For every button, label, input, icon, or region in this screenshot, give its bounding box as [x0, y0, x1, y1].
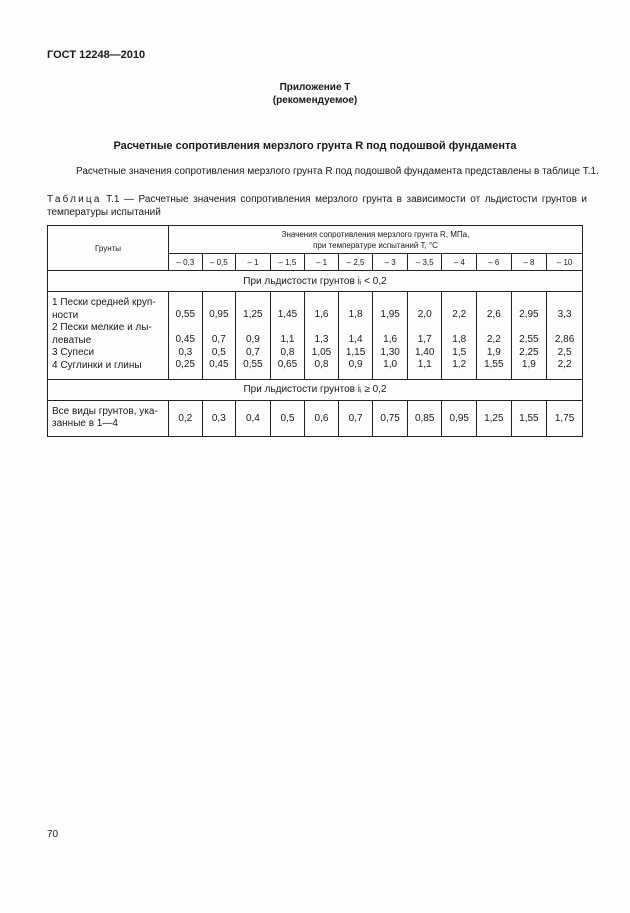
value-column-cell — [477, 292, 512, 380]
value-cell: 1,25 — [243, 309, 263, 320]
value-cell: 1,8 — [452, 334, 467, 346]
value-cell: 1,40 — [414, 346, 435, 358]
resistance-table — [47, 225, 583, 437]
value-column-cell — [270, 292, 305, 380]
value-column-cell — [511, 292, 547, 380]
table-caption — [47, 194, 587, 219]
value-cell: 0,45 — [209, 359, 229, 371]
value-cell: 0,9 — [348, 359, 363, 371]
value-spacer — [477, 322, 511, 335]
value-cell: 0,7 — [245, 346, 260, 358]
values-header-line1: Значения сопротивления мерзлого грунта R, МПа, — [281, 229, 470, 239]
value-column-cell — [305, 292, 339, 380]
value-cell: 2,6 — [486, 309, 501, 320]
temperature-header-cell: – 1 — [236, 254, 271, 271]
section2-row-label — [48, 400, 169, 436]
value-cell: 0,7 — [211, 334, 226, 346]
value-column-cell — [407, 292, 442, 380]
value-cell: 0,25 — [175, 359, 196, 371]
value-cell: 0,2 — [169, 400, 203, 436]
temperature-header-cell: – 1 — [305, 254, 339, 271]
value-cell: 0,55 — [243, 359, 263, 371]
value-cell: 1,55 — [484, 359, 504, 371]
value-cell: 1,75 — [547, 400, 583, 436]
value-cell: 1,8 — [348, 309, 363, 320]
value-cell: 0,95 — [209, 309, 229, 320]
appendix-subtitle: (рекомендуемое) — [272, 95, 358, 106]
value-cell: 0,8 — [280, 346, 295, 358]
row-label-line: 2 Пески мелкие и лы- — [52, 322, 152, 334]
value-cell: 0,7 — [338, 400, 373, 436]
value-cell: 0,5 — [270, 400, 305, 436]
temperature-header-cell: – 0,3 — [169, 254, 203, 271]
value-cell: 0,9 — [245, 334, 260, 346]
soil-column-header: Грунты — [48, 226, 169, 271]
value-spacer — [169, 322, 202, 335]
value-column-cell — [442, 292, 477, 380]
temperature-header-cell: – 2,5 — [338, 254, 373, 271]
value-spacer — [236, 322, 270, 335]
value-cell: 1,9 — [486, 346, 501, 358]
page-number: 70 — [47, 829, 59, 840]
section1-title: При льдистости грунтов iᵢ < 0,2 — [48, 271, 583, 292]
value-cell: 1,95 — [380, 309, 400, 320]
value-cell: 0,5 — [211, 346, 226, 358]
value-cell: 2,0 — [417, 309, 432, 320]
value-cell: 2,55 — [519, 334, 539, 346]
value-cell: 1,0 — [383, 359, 398, 371]
row-label-line: 3 Супеси — [52, 347, 95, 359]
temperature-header-cell: – 8 — [511, 254, 547, 271]
table-caption-text: Т.1 — Расчетные значения сопротивления мерзлого грунта в зависимости от льдистости грунтов и температуры испытаний — [47, 194, 587, 218]
value-column-cell — [169, 292, 203, 380]
section2-title: При льдистости грунтов iᵢ ≥ 0,2 — [48, 379, 583, 400]
value-spacer — [203, 322, 236, 335]
section1-data-row — [48, 292, 583, 380]
values-header-line2: при температуре испытаний T, °С — [313, 240, 438, 250]
value-spacer — [512, 322, 547, 335]
value-cell: 0,3 — [202, 400, 236, 436]
section2-data-row — [48, 400, 583, 436]
value-cell: 0,45 — [175, 334, 196, 346]
value-cell: 2,2 — [486, 334, 501, 346]
value-cell: 2,86 — [554, 334, 575, 346]
value-spacer — [339, 322, 373, 335]
value-cell: 2,2 — [452, 309, 467, 320]
row-label-line: ности — [52, 309, 79, 321]
table-caption-label: Таблица — [47, 194, 102, 205]
value-cell: 0,3 — [178, 346, 193, 358]
value-cell: 1,1 — [417, 359, 432, 371]
value-cell: 1,9 — [521, 359, 536, 371]
value-cell: 1,6 — [383, 334, 398, 346]
row-label-line: Все виды грунтов, ука- — [52, 405, 158, 417]
row-label-line: леватые — [52, 334, 92, 346]
value-cell: 1,1 — [280, 334, 295, 346]
row-label-line: 1 Пески средней круп- — [52, 297, 156, 308]
temperature-header-cell: – 0,5 — [202, 254, 236, 271]
value-spacer — [373, 322, 407, 335]
value-cell: 1,6 — [314, 309, 329, 320]
temperature-header-cell: – 3 — [373, 254, 408, 271]
value-cell: 0,75 — [373, 400, 408, 436]
value-spacer — [408, 322, 442, 335]
value-spacer — [547, 322, 582, 335]
value-spacer — [271, 322, 305, 335]
temperature-header-cell: – 1,5 — [270, 254, 305, 271]
value-cell: 0,65 — [277, 359, 298, 371]
row-label-line: занные в 1—4 — [52, 418, 118, 430]
value-cell: 1,55 — [511, 400, 547, 436]
appendix-title: Приложение Т — [279, 82, 351, 93]
value-cell: 0,85 — [407, 400, 442, 436]
value-column-cell — [547, 292, 583, 380]
value-cell: 2,2 — [557, 359, 572, 371]
value-cell: 1,2 — [452, 359, 467, 371]
temperature-header-cell: – 3,5 — [407, 254, 442, 271]
value-cell: 1,7 — [417, 334, 432, 346]
value-cell: 1,5 — [452, 346, 467, 358]
value-cell: 1,25 — [477, 400, 512, 436]
value-cell: 1,30 — [380, 346, 400, 358]
value-cell: 1,3 — [314, 334, 329, 346]
value-cell: 0,4 — [236, 400, 271, 436]
values-header — [169, 226, 583, 254]
value-spacer — [442, 322, 476, 335]
value-cell: 3,3 — [557, 309, 572, 320]
value-cell: 0,6 — [305, 400, 339, 436]
intro-paragraph: Расчетные значения сопротивления мерзлого грунта R под подошвой фундамента представлены в таблице Т.1. — [76, 166, 599, 177]
row-label-line: 4 Суглинки и глины — [52, 359, 142, 371]
temperature-header-cell: – 4 — [442, 254, 477, 271]
value-cell: 0,95 — [442, 400, 477, 436]
value-column-cell — [338, 292, 373, 380]
value-column-cell — [202, 292, 236, 380]
value-cell: 2,5 — [557, 346, 572, 358]
value-spacer — [305, 322, 338, 335]
temperature-header-cell: – 10 — [547, 254, 583, 271]
value-column-cell — [236, 292, 271, 380]
temperature-header-cell: – 6 — [477, 254, 512, 271]
value-cell: 1,15 — [345, 346, 366, 358]
value-cell: 0,55 — [175, 309, 196, 320]
value-cell: 1,45 — [277, 309, 298, 320]
value-cell: 1,4 — [348, 334, 363, 346]
value-cell: 2,95 — [519, 309, 539, 320]
value-cell: 1,05 — [311, 346, 332, 358]
value-cell: 0,8 — [314, 359, 329, 371]
section1-row-labels — [48, 292, 169, 380]
value-cell: 2,25 — [519, 346, 539, 358]
document-header: ГОСТ 12248—2010 — [47, 49, 146, 61]
value-column-cell — [373, 292, 408, 380]
section-title: Расчетные сопротивления мерзлого грунта R под подошвой фундамента — [113, 140, 517, 152]
